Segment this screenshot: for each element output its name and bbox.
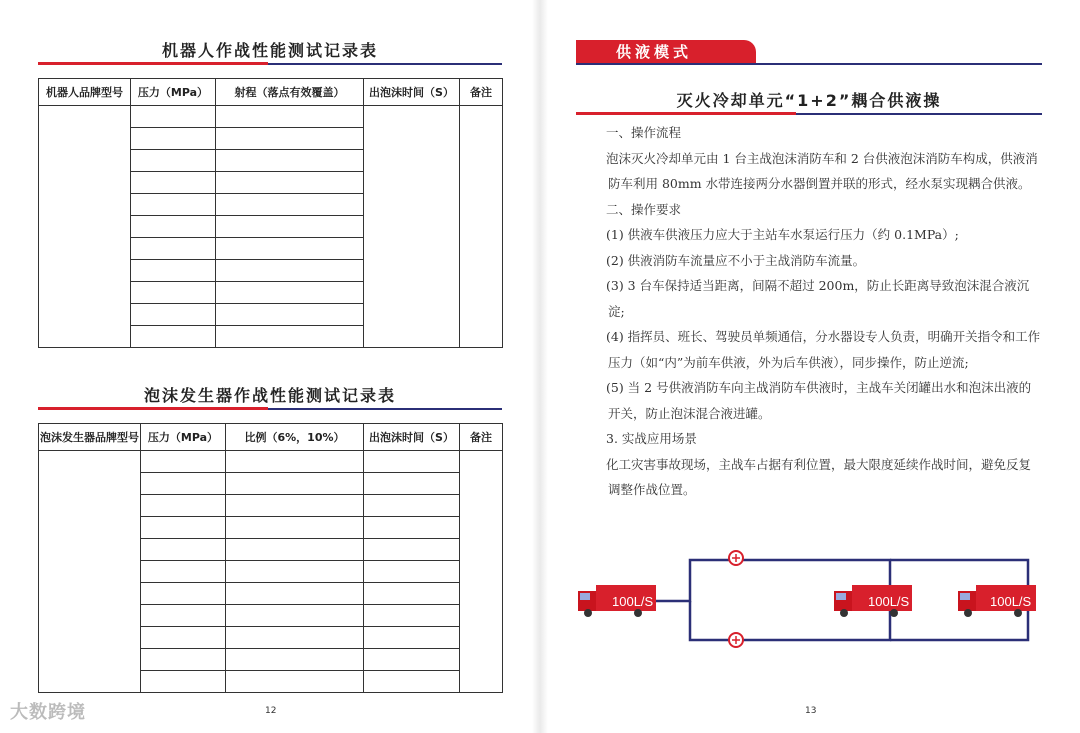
- right-page: [540, 0, 1080, 733]
- body-text: [608, 120, 1042, 503]
- truck-label: 100L/S: [612, 594, 654, 609]
- table-header: 备注: [460, 424, 503, 451]
- truck-label: 100L/S: [990, 594, 1032, 609]
- table1-title: 机器人作战性能测试记录表: [161, 41, 378, 60]
- paragraph: (2) 供液消防车流量应不小于主战消防车流量。: [606, 252, 866, 268]
- paragraph: 泡沫灭火冷却单元由 1 台主战泡沫消防车和 2 台供液泡沫消防车构成，供液消防车利用 80mm 水带连接两分水器倒置并联的形式，经水泵实现耦合供液。: [606, 150, 1038, 191]
- table2-title-rule: [38, 407, 502, 411]
- section-badge: 供液模式: [576, 40, 756, 64]
- table-row: [39, 106, 503, 128]
- table-cell: [39, 106, 131, 348]
- table-header: 压力（MPa）: [131, 79, 216, 106]
- paragraph: 二、操作要求: [606, 201, 682, 217]
- table-row: [39, 451, 503, 473]
- paragraph: (4) 指挥员、班长、驾驶员单频通信，分水器设专人负责，明确开关指令和工作压力（如“内”为前车供液，外为后车供液），同步操作，防止逆流;: [606, 329, 1041, 370]
- table2-title: 泡沫发生器作战性能测试记录表: [143, 386, 396, 405]
- table-header: 出泡沫时间（S）: [364, 424, 460, 451]
- paragraph: 一、操作流程: [606, 125, 682, 140]
- page-title-rule: [576, 112, 1042, 116]
- page-number-left: 12: [265, 706, 277, 716]
- table-header: 机器人品牌型号: [39, 79, 131, 106]
- foam-generator-test-table: [38, 423, 503, 693]
- paragraph: 3. 实战应用场景: [606, 431, 697, 446]
- paragraph: (1) 供液车供液压力应大于主站车水泵运行压力（约 0.1MPa）;: [606, 227, 959, 242]
- water-divider-icon: [729, 551, 743, 565]
- paragraph: (5) 当 2 号供液消防车向主战消防车供液时，主战车关闭罐出水和泡沫出液的开关，防止泡沫混合液进罐。: [606, 380, 1032, 421]
- water-divider-icon: [729, 633, 743, 647]
- page-title: 灭火冷却单元“1+2”耦合供液操: [676, 91, 942, 110]
- paragraph: (3) 3 台车保持适当距离，间隔不超过 200m，防止长距离导致泡沫混合液沉淀;: [606, 278, 1030, 319]
- paragraph: 化工灾害事故现场，主战车占据有利位置，最大限度延续作战时间，避免反复调整作战位置。: [606, 456, 1032, 497]
- supply-diagram: [578, 540, 1044, 655]
- table-header: 比例（6%，10%）: [226, 424, 364, 451]
- table-header: 压力（MPa）: [141, 424, 226, 451]
- table-header: 备注: [460, 79, 503, 106]
- table-header: 泡沫发生器品牌型号: [39, 424, 141, 451]
- badge-underline: [576, 63, 1042, 65]
- robot-test-table: [38, 78, 503, 348]
- page-number-right: 13: [805, 706, 817, 716]
- truck-label: 100L/S: [868, 594, 910, 609]
- watermark: 大数跨境: [10, 702, 86, 723]
- table-header: 射程（落点有效覆盖）: [216, 79, 364, 106]
- table-header: 出泡沫时间（S）: [364, 79, 460, 106]
- table1-title-rule: [38, 62, 502, 66]
